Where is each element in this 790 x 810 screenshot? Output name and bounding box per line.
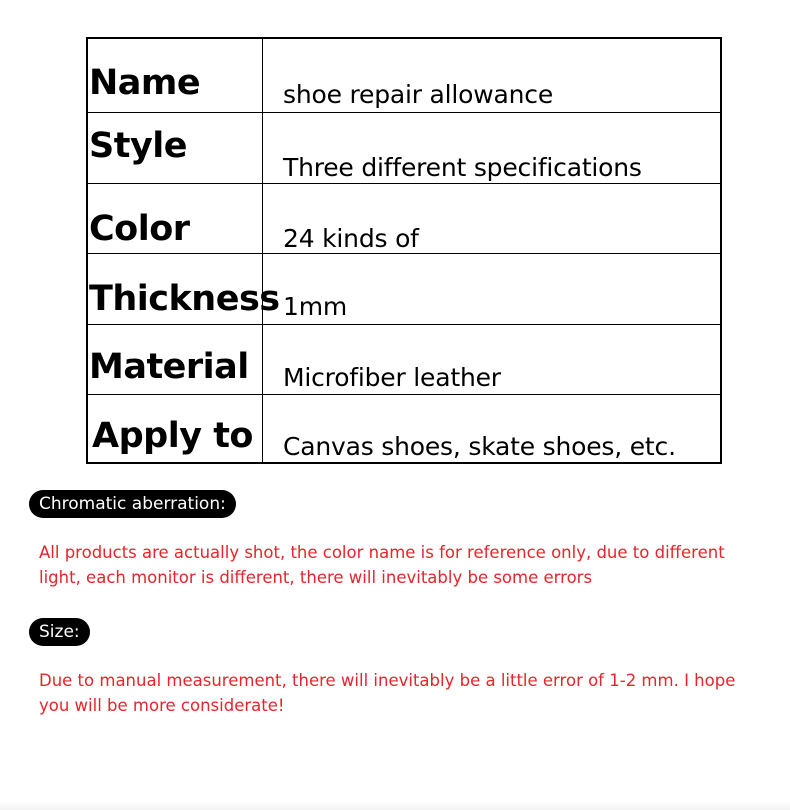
spec-row-style: [88, 113, 720, 184]
spec-value-style: Three different specifications: [283, 153, 642, 182]
spec-value-color: 24 kinds of: [283, 224, 419, 253]
spec-label-thickness: Thickness: [89, 279, 280, 319]
spec-value-apply-to: Canvas shoes, skate shoes, etc.: [283, 432, 676, 461]
chromatic-aberration-badge: Chromatic aberration:: [29, 490, 236, 518]
spec-row-color: [88, 184, 720, 254]
spec-value-material: Microfiber leather: [283, 363, 501, 392]
size-note: Due to manual measurement, there will inevitably be a little error of 1-2 mm. I hope you will be more considerate!: [39, 671, 736, 715]
chromatic-aberration-note: All products are actually shot, the color name is for reference only, due to different light, each monitor is different, there will inevitably be some errors: [39, 543, 725, 587]
bottom-fade: [0, 802, 790, 810]
size-badge: Size:: [29, 618, 90, 646]
spec-table: [86, 37, 722, 464]
spec-row-apply-to: [88, 395, 720, 464]
spec-label-name: Name: [89, 63, 201, 103]
spec-label-apply-to: Apply to: [92, 416, 253, 456]
spec-label-material: Material: [89, 347, 249, 387]
spec-label-color: Color: [89, 209, 190, 249]
spec-value-name: shoe repair allowance: [283, 80, 554, 109]
spec-row-thickness: [88, 254, 720, 325]
spec-row-name: [88, 39, 720, 113]
spec-value-thickness: 1mm: [283, 292, 348, 321]
spec-row-material: [88, 325, 720, 395]
spec-label-style: Style: [89, 126, 187, 166]
